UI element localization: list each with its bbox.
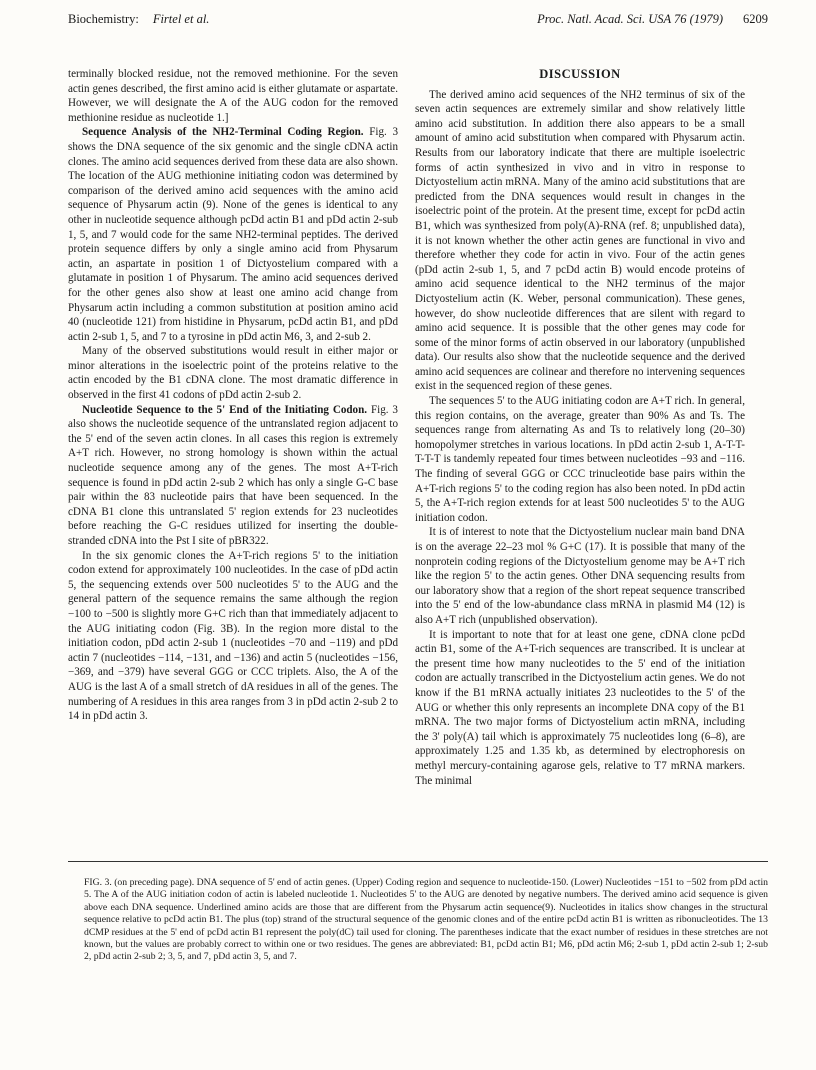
paragraph-genomic-clones: In the six genomic clones the A+T-rich regions 5' to the initiation codon extend for approximately 100 nucleotides. In the case of pDd actin 5, the sequencing extends over 500 nucleotides 5' to the AUG and the general pattern of the sequence remains the same although the region −100 to −500 is slightly more G+C rich than that immediately adjacent to the AUG initiating codon (Fig. 3B). In the region more distal to the initiation codon, pDd actin 2-sub 1 (nucleotides −70 and −119) and pDd actin 7 (nucleotides −114, −131, and −136) and actin 5 (nucleotides −156, −369, and −379) have several GGG or CCC triplets. Also, the A of the AUG is the last A of a small stretch of dA residues in all of the genes. The numbering of A residues in this area ranges from 3 in pDd actin 2-sub 2 to 14 in pDd actin 3.: [68, 549, 398, 723]
caption-text: FIG. 3. (on preceding page). DNA sequence of 5' end of actin genes. (Upper) Coding region and sequence to nucleotide-150. (Lower) Nucleotides −151 to −502 from pDd actin 5. The A of the AUG initiation codon of actin is labeled nucleotide 1. Nucleotides 5' to the AUG are denoted by negative numbers. The derived amino acid sequence is given above each DNA sequence. Underlined amino acids are those that are different from the Physarum actin sequence(9). Nucleotides in italics show changes in the structural sequence relative to pcDd actin B1. The plus (top) strand of the structural sequence of the genomic clones and of the entire pcDd actin B1 is written as ribonucleotides. The 13 dCMP residues at the 5' end of pcDd actin B1 represent the poly(dC) tail used for cloning. The parentheses indicate that the exact number of residues in these stretches are not known, but the values are probably correct to within one or two residues. The genes are abbreviated: B1, pcDd actin B1; M6, pDd actin M6; 2-sub 1, pDd actin 2-sub 1; 2-sub 2, pDd actin 2-sub 2; 3, 5, and 7, pDd actin 3, 5, and 7.: [84, 877, 768, 963]
page-number: 6209: [743, 12, 768, 26]
paragraph-substitutions: Many of the observed substitutions would result in either major or minor alterations in the isoelectric point of the proteins relative to the actin encoded by the B1 cDNA clone. The most dramatic difference in observed in the first 41 codons of pDd actin 2-sub 2.: [68, 345, 398, 402]
paragraph-nh2-coding-region: Sequence Analysis of the NH2-Terminal Coding Region. Fig. 3 shows the DNA sequence of the six genomic and the single cDNA actin clones. The amino acid sequences derived from these data are also shown. The location of the AUG methionine initiating codon was determined by comparison of the derived amino acid sequences with the amino acid sequence of Physarum actin (9). None of the genes is identical to any other in nucleotide sequence although pcDd actin B1 and pDd actin 2-sub 1, 5, and 7 would code for the same NH2-terminal peptides. The derived protein sequence differs by only a single amino acid from Physarum actin, an aspartate in position 1 of Dictyostelium compared with a glutamate in position 1 of Physarum. The amino acid sequences derived for the other genes also show at least one amino acid change from Physarum actin including a common substitution at position amino acid 40 (nucleotide 121) from histidine in Physarum, pcDd actin B1, and pDd actin 2-sub 1, 5, and 7 to a tyrosine in pDd actin M6, 3, and 2-sub 2.: [68, 126, 398, 343]
journal-section: Biochemistry:: [68, 12, 139, 26]
running-head-left: [68, 8, 209, 30]
paragraph-discussion-2: The sequences 5' to the AUG initiating codon are A+T rich. In general, this region contains, on the average, greater than 90% As and Ts. The sequences range from alternating As and Ts to relatively long (20–30) homopolymer stretches in various locations. In pDd actin 2-sub 1, A-T-T-T-T-T is tandemly repeated four times between nucleotides −93 and −116. The finding of several GGG or CCC trinucleotide base pairs within the A+T-rich regions 5' to the coding region has also been noted. In pDd actin 5, the A+T-rich region extends for at least 500 nucleotides 5' to the AUG initiation codon.: [415, 395, 745, 524]
paragraph-discussion-3: It is of interest to note that the Dictyostelium nuclear main band DNA is on the average 22–23 mol % G+C (17). It is possible that many of the nonprotein coding regions of the Dictyostelium genome may be A+T rich like the region 5' to the actin genes. Other DNA sequencing results from our laboratory show that a region of the short repeat sequence transcribed into the 5' end of the low-abundance class mRNA in plasmid M4 (12) is also A+T rich (unpublished observation).: [415, 526, 745, 626]
right-column: [415, 67, 745, 788]
paragraph-discussion-1: The derived amino acid sequences of the NH2 terminus of six of the seven actin sequences are extremely similar and show relatively little amino acid substitution. In addition there also appears to be a small amount of amino acid substitution when compared with Physarum actin. Results from our laboratory indicate that there are multiple isoelectric forms of actin synthesized in vivo and in vitro in response to Dictyostelium actin mRNA. Many of the amino acid substitutions that are predicted from the DNA sequences would result in changes in the isoelectric point of the protein. At the present time, except for pcDd actin B1, which was synthesized from poly(A)-RNA (ref. 8; unpublished data), it is not known whether the other actin genes are functional in vivo and therefore whether they code for actin in vivo. Four of the actin genes (pDd actin 2-sub 1, 5, and 7 pcDd actin B) would encode proteins of amino acid sequence identical to the NH2 terminus of the major Dictyostelium actin (K. Weber, personal communication). These genes, however, do show nucleotide differences that are silent with regard to amino acid sequence. It is possible that the other genes may code for some of the minor forms of actin observed in our laboratory (unpublished data). Our results also show that the nucleotide sequence and the derived amino acid sequences are colinear and therefore no intervening sequences exist in the sequenced region of these genes.: [415, 88, 745, 393]
figure-caption: [84, 877, 768, 964]
caption-divider: [68, 861, 768, 862]
section-heading: Nucleotide Sequence to the 5' End of the Initiating Codon.: [82, 403, 368, 416]
left-column: [68, 67, 398, 724]
journal-citation: Proc. Natl. Acad. Sci. USA 76 (1979): [537, 12, 723, 26]
paragraph-5prime-sequence: Nucleotide Sequence to the 5' End of the Initiating Codon. Fig. 3 also shows the nucleotide sequence of the untranslated region adjacent to the 5' end of the seven actin clones. In all cases this region is extremely A+T rich. However, no strong homology is shown within the actual nucleotide sequence among any of the genes. The most A+T-rich sequence is found in pDd actin 2-sub 2 which has only a single G-C base pair within the 83 nucleotide pairs that have been sequenced. In the cDNA B1 clone this untranslated 5' region extends for 23 nucleotides before reaching the G-C residues utilized for inserting the double-stranded cDNA into the Pst I site of pBR322.: [68, 403, 398, 547]
authors: Firtel et al.: [152, 12, 210, 26]
page-header: [68, 8, 768, 30]
section-heading: Sequence Analysis of the NH2-Terminal Coding Region.: [82, 126, 364, 139]
discussion-heading: DISCUSSION: [539, 67, 621, 81]
running-head-right: [537, 8, 768, 30]
paragraph-discussion-4: It is important to note that for at least one gene, cDNA clone pcDd actin B1, some of the A+T-rich sequences are transcribed. It is unclear at the present time how many nucleotides to the 5' end of the initiation codon are actually transcribed in the Dictyostelium actin genes. We do not know if the B1 mRNA actually initiates 23 nucleotides to the 5' of the AUG or whether this only represents an incomplete DNA copy of the B1 mRNA. The two major forms of Dictyostelium actin mRNA, including the 3' poly(A) tail which is approximately 75 nucleotides long (6–8), are approximately 1.25 and 1.35 kb, as determined by electrophoresis on methyl mercury-containing agarose gels, relative to T7 mRNA markers. The minimal: [415, 628, 745, 787]
paragraph-continued: terminally blocked residue, not the removed methionine. For the seven actin genes described, the first amino acid is either glutamate or aspartate. However, we will designate the A of the AUG codon for the removed methionine residue as nucleotide 1.]: [68, 68, 398, 124]
